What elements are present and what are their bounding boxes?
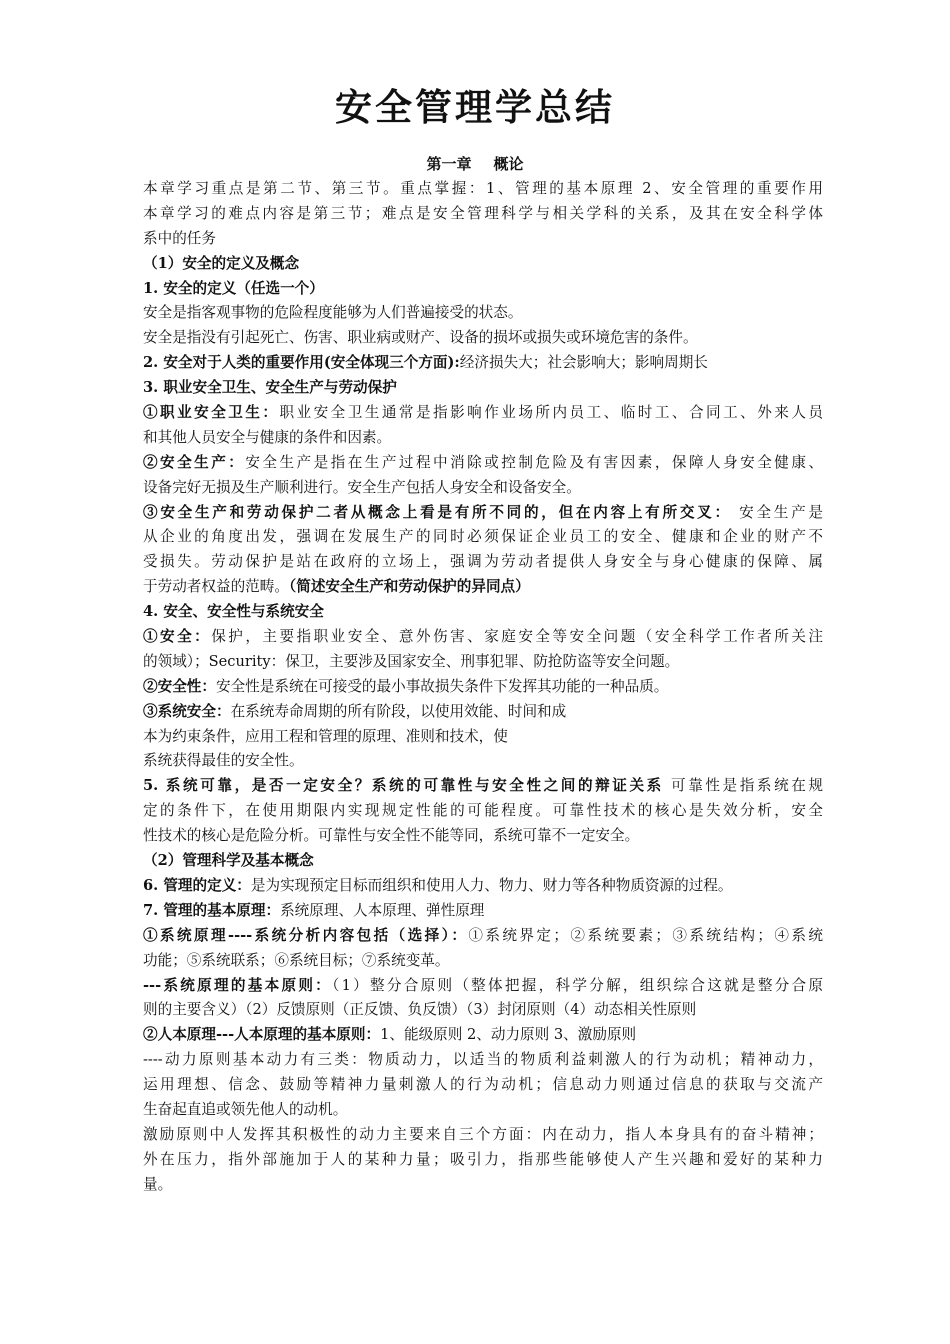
body-text: ----动力原则基本动力有三类：物质动力，以适当的物质利益刺激人的行为动机；精神动力，	[143, 1051, 823, 1069]
text-line	[143, 725, 823, 750]
text-line	[143, 974, 823, 999]
bold-text: ②安全生产：	[143, 453, 246, 471]
bold-text: ②人本原理---人本原理的基本原则：	[143, 1026, 381, 1044]
body-text: 可靠性是指系统在规	[663, 777, 823, 795]
body-text: 本章学习的难点内容是第三节；难点是安全管理科学与相关学科的关系，及其在安全科学体	[143, 204, 823, 222]
text-line	[143, 1048, 823, 1073]
body-text: 安全生产是指在生产过程中消除或控制危险及有害因素，保障人身安全健康、	[245, 453, 823, 471]
body-text: 安全生产是	[731, 503, 823, 521]
bold-text: ②安全性：	[143, 677, 216, 695]
body-text: 定的条件下，在使用期限内实现规定性能的可能程度。可靠性技术的核心是失效分析，安全	[143, 802, 823, 820]
body-text: 系统获得最佳的安全性。	[143, 752, 304, 770]
bold-text: 4. 安全、安全性与系统安全	[143, 603, 324, 621]
text-line	[143, 675, 823, 700]
text-line	[143, 1023, 823, 1048]
text-line	[143, 501, 823, 526]
document-body	[143, 177, 823, 1198]
body-text: 职业安全卫生通常是指影响作业场所内员工、临时工、合同工、外来人员	[279, 404, 823, 422]
text-line	[143, 650, 823, 675]
body-text: 运用理想、信念、鼓励等精神力量刺激人的行为动机；信息动力则通过信息的获取与交流产	[143, 1076, 823, 1094]
bold-text: 3. 职业安全卫生、安全生产与劳动保护	[143, 379, 397, 397]
chapter-name: 概论	[493, 155, 524, 173]
bold-text: ---系统原理的基本原则：	[143, 976, 333, 994]
bold-text: ③系统安全：	[143, 702, 231, 720]
text-line	[143, 799, 823, 824]
body-text: 安全是指没有引起死亡、伤害、职业病或财产、设备的损坏或损失或环境危害的条件。	[143, 329, 698, 347]
text-line	[143, 202, 823, 227]
bold-text: 5. 系统可靠，是否一定安全？系统的可靠性与安全性之间的辩证关系	[143, 777, 664, 795]
body-text: 受损失。劳动保护是站在政府的立场上，强调为劳动者提供人身安全与身心健康的保障、属	[143, 553, 823, 571]
body-text: 系中的任务	[143, 229, 216, 247]
text-line	[143, 774, 823, 799]
body-text: 的领域）；Security：保卫，主要涉及国家安全、刑事犯罪、防抢防盗等安全问题。	[143, 652, 680, 670]
bold-text: ③安全生产和劳动保护二者从概念上看是有所不同的，但在内容上有所交叉：	[143, 503, 732, 521]
text-line	[143, 625, 823, 650]
body-text: 本章学习重点是第二节、第三节。重点掌握：1、管理的基本原理 2、安全管理的重要作用	[143, 180, 823, 197]
body-text: 和其他人员安全与健康的条件和因素。	[143, 428, 392, 446]
text-line	[143, 949, 823, 974]
bold-text: 1. 安全的定义（任选一个）	[143, 279, 324, 297]
text-line	[143, 277, 823, 302]
text-line	[143, 749, 823, 774]
text-line	[143, 1148, 823, 1173]
body-text: 经济损失大；社会影响大；影响周期长	[459, 354, 708, 372]
text-line	[143, 575, 823, 600]
body-text: 功能；⑤系统联系；⑥系统目标；⑦系统变革。	[143, 951, 450, 969]
body-text: 1、能级原则 2、动力原则 3、激励原则	[380, 1026, 637, 1044]
body-text: 从企业的角度出发，强调在发展生产的同时必须保证企业员工的安全、健康和企业的财产不	[143, 528, 823, 546]
body-text: 外在压力，指外部施加于人的某种力量；吸引力，指那些能够使人产生兴趣和爱好的某种力	[143, 1150, 823, 1168]
body-text: 设备完好无损及生产顺利进行。安全生产包括人身安全和设备安全。	[143, 478, 581, 496]
text-line	[143, 1173, 823, 1198]
body-text: 安全性是系统在可接受的最小事故损失条件下发挥其功能的一种品质。	[215, 677, 669, 695]
bold-text: 6. 管理的定义：	[143, 876, 251, 894]
text-line	[143, 1098, 823, 1123]
text-line	[143, 476, 823, 501]
text-line	[143, 600, 823, 625]
text-line	[143, 849, 823, 874]
text-line	[143, 899, 823, 924]
text-line	[143, 227, 823, 252]
text-line	[143, 301, 823, 326]
chapter-number: 第一章	[426, 155, 472, 173]
body-text: （1）整分合原则（整体把握，科学分解，组织综合这就是整分合原	[332, 976, 823, 994]
text-line	[143, 1123, 823, 1148]
text-line	[143, 376, 823, 401]
text-line	[143, 451, 823, 476]
bold-text: （简述安全生产和劳动保护的异同点）	[288, 578, 530, 596]
text-line	[143, 700, 823, 725]
body-text: ①系统界定；②系统要素；③系统结构；④系统	[468, 926, 823, 944]
text-line	[143, 252, 823, 277]
bold-text: ①职业安全卫生：	[143, 404, 280, 422]
body-text: 量。	[143, 1175, 173, 1193]
text-line	[143, 1073, 823, 1098]
text-line	[143, 326, 823, 351]
bold-text: （1）安全的定义及概念	[143, 254, 300, 272]
body-text: 是为实现预定目标而组织和使用人力、物力、财力等各种物质资源的过程。	[250, 876, 733, 894]
text-line	[143, 550, 823, 575]
text-line	[143, 924, 823, 949]
text-line	[143, 525, 823, 550]
chapter-heading	[0, 153, 950, 175]
body-text: 则的主要含义）（2）反馈原则（正反馈、负反馈）（3）封闭原则（4）动态相关性原则	[143, 1001, 697, 1019]
text-line	[143, 874, 823, 899]
bold-text: ①系统原理----系统分析内容包括（选择）：	[143, 926, 469, 944]
bold-text: （2）管理科学及基本概念	[143, 852, 314, 870]
body-text: 于劳动者权益的范畴。	[143, 578, 289, 596]
text-line	[143, 824, 823, 849]
body-text: 系统原理、人本原理、弹性原理	[280, 901, 485, 919]
bold-text: 2. 安全对于人类的重要作用(安全体现三个方面):	[143, 354, 460, 372]
body-text: 生奋起直追或领先他人的动机。	[143, 1100, 348, 1118]
text-line	[143, 351, 823, 376]
body-text: 本为约束条件，应用工程和管理的原理、准则和技术，使	[143, 727, 508, 745]
body-text: 性技术的核心是危险分析。可靠性与安全性不能等同，系统可靠不一定安全。	[143, 827, 640, 845]
bold-text: 7. 管理的基本原理：	[143, 901, 281, 919]
body-text: 在系统寿命周期的所有阶段，以使用效能、时间和成	[230, 702, 567, 720]
body-text: 安全是指客观事物的危险程度能够为人们普遍接受的状态。	[143, 304, 523, 322]
bold-text: ①安全：	[143, 628, 212, 646]
body-text: 保护，主要指职业安全、意外伤害、家庭安全等安全问题（安全科学工作者所关注	[211, 628, 823, 646]
text-line	[143, 177, 823, 202]
text-line	[143, 426, 823, 451]
text-line	[143, 401, 823, 426]
text-line	[143, 998, 823, 1023]
document-title: 安全管理学总结	[335, 86, 615, 129]
body-text: 激励原则中人发挥其积极性的动力主要来自三个方面：内在动力，指人本身具有的奋斗精神；	[143, 1125, 823, 1143]
